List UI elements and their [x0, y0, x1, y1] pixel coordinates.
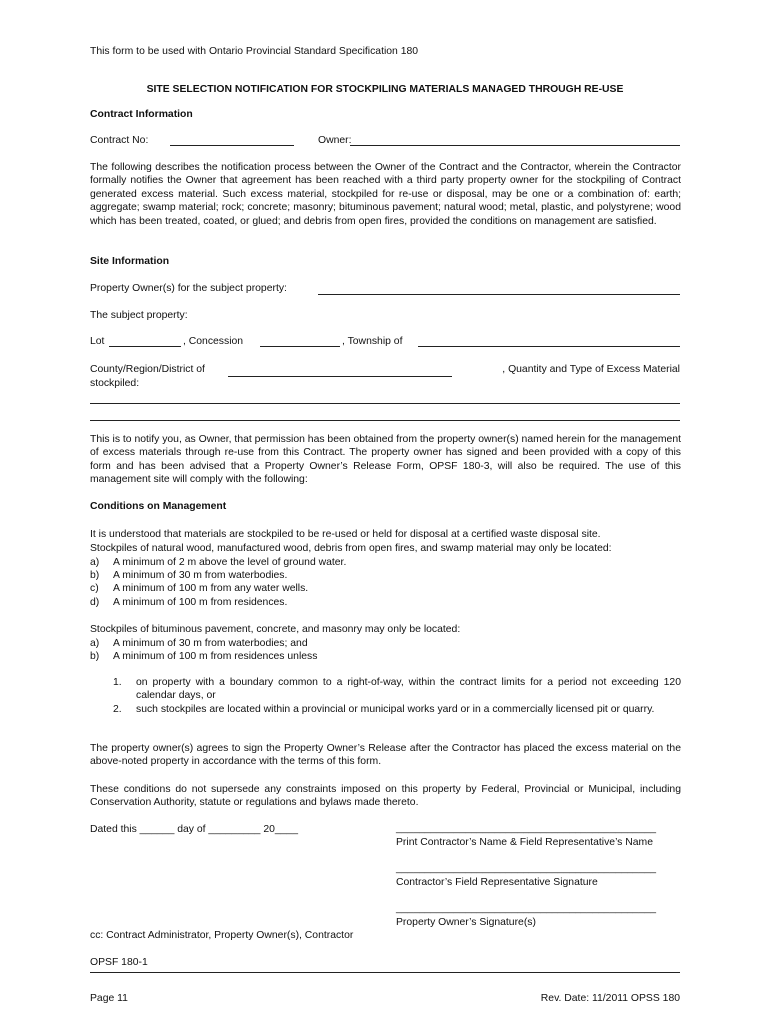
conditions-heading: Conditions on Management — [90, 501, 227, 512]
list-a-item: A minimum of 100 m from residences. — [113, 597, 288, 608]
page-title: SITE SELECTION NOTIFICATION FOR STOCKPILING MATERIALS MANAGED THROUGH RE-USE — [146, 84, 624, 95]
list-a-item: A minimum of 30 m from waterbodies. — [113, 570, 288, 581]
list-a-item: A minimum of 2 m above the level of ground water. — [113, 557, 347, 568]
field-rep-signature-line[interactable]: _____________________________________________ — [396, 863, 657, 874]
agreement-paragraph: The property owner(s) agrees to sign the Property Owner’s Release after the Contractor has placed the excess material on the above-noted property in accordance with the terms of this form. — [90, 743, 681, 768]
county-label: County/Region/District of — [90, 364, 205, 375]
concession-field[interactable] — [260, 346, 340, 347]
constraints-paragraph: These conditions do not supersede any constraints imposed on this property by Federal, Provincial or Municipal, including Conservation Authority, statute or regulations and bylaws made thereto. — [90, 784, 681, 809]
contractor-name-line[interactable]: _____________________________________________ — [396, 823, 657, 834]
stockpiled-field-line-2[interactable] — [90, 420, 680, 421]
list-a-marker: c) — [90, 583, 99, 594]
contract-no-field[interactable] — [170, 145, 294, 146]
property-owner-label: Property Owner(s) for the subject property: — [90, 283, 287, 294]
numbered-item: such stockpiles are located within a provincial or municipal works yard or in a commercially licensed pit or quarry. — [136, 704, 655, 715]
field-rep-signature-label: Contractor’s Field Representative Signature — [396, 877, 598, 888]
notice-paragraph: This is to notify you, as Owner, that permission has been obtained from the property owner(s) named herein for the management of excess materials through re-use from this Contract. The property owner has signed and been provided with a copy of this form and has been advised that a Property Owner’s Release Form, OPSF 180-3, will also be required. The use of this management site will comply with the following: — [90, 434, 681, 486]
contractor-name-label: Print Contractor’s Name & Field Representative’s Name — [396, 837, 653, 848]
numbered-marker: 1. — [113, 677, 122, 688]
owner-signature-label: Property Owner’s Signature(s) — [396, 917, 536, 928]
lot-field[interactable] — [109, 346, 181, 347]
conditions-intro-line2: Stockpiles of natural wood, manufactured wood, debris from open fires, and swamp material may only be located: — [90, 543, 612, 554]
contract-description: The following describes the notification process between the Owner of the Contract and the Contractor, wherein the Contractor formally notifies the Owner that agreement has been reached with a third party property owner for the stockpiling of Contract generated excess material. Such excess material, stockpiled for re-use or disposal, may be one or a combination of: earth; aggregate; swamp material; rock; concrete; masonry; bituminous pavement; natural wood; metal, plastic, and polystyrene; wood which has been treated, coated, or glued; and debris from open fires, provided the conditions on management are satisfied. — [90, 162, 681, 227]
stockpiled-field-line-1[interactable] — [90, 403, 680, 404]
contract-info-heading: Contract Information — [90, 109, 193, 120]
site-info-heading: Site Information — [90, 256, 170, 267]
quantity-label: , Quantity and Type of Excess Material — [502, 364, 680, 375]
list-b-item: A minimum of 30 m from waterbodies; and — [113, 638, 308, 649]
contract-no-label: Contract No: — [90, 135, 149, 146]
owner-signature-line[interactable]: _____________________________________________ — [396, 903, 657, 914]
township-field[interactable] — [418, 346, 680, 347]
list-b-marker: a) — [90, 638, 100, 649]
county-field[interactable] — [228, 376, 452, 377]
township-label: , Township of — [342, 336, 403, 347]
stockpiled-label: stockpiled: — [90, 378, 140, 389]
list-a-marker: b) — [90, 570, 100, 581]
lot-label: Lot — [90, 336, 105, 347]
owner-field[interactable] — [350, 145, 680, 146]
conditions-intro2: Stockpiles of bituminous pavement, concrete, and masonry may only be located: — [90, 624, 461, 635]
list-b-marker: b) — [90, 651, 100, 662]
dated-line[interactable]: Dated this ______ day of _________ 20____ — [90, 824, 298, 835]
list-a-marker: a) — [90, 557, 100, 568]
concession-label: , Concession — [183, 336, 244, 347]
list-b-item: A minimum of 100 m from residences unless — [113, 651, 318, 662]
page-number: Page 11 — [90, 993, 128, 1004]
list-a-marker: d) — [90, 597, 100, 608]
revision-date: Rev. Date: 11/2011 OPSS 180 — [540, 993, 680, 1004]
footer-divider — [90, 972, 680, 973]
cc-line: cc: Contract Administrator, Property Owner(s), Contractor — [90, 930, 354, 941]
numbered-marker: 2. — [113, 704, 122, 715]
owner-label: Owner: — [318, 135, 352, 146]
list-a-item: A minimum of 100 m from any water wells. — [113, 583, 309, 594]
subject-property-label: The subject property: — [90, 310, 188, 321]
conditions-intro-line1: It is understood that materials are stockpiled to be re-used or held for disposal at a certified waste disposal site. — [90, 529, 601, 540]
form-note: This form to be used with Ontario Provincial Standard Specification 180 — [90, 46, 419, 57]
numbered-item: on property with a boundary common to a right-of-way, within the contract limits for a period not exceeding 120 calendar days, or — [136, 677, 681, 702]
form-id: OPSF 180-1 — [90, 957, 148, 968]
property-owner-field[interactable] — [318, 294, 680, 295]
